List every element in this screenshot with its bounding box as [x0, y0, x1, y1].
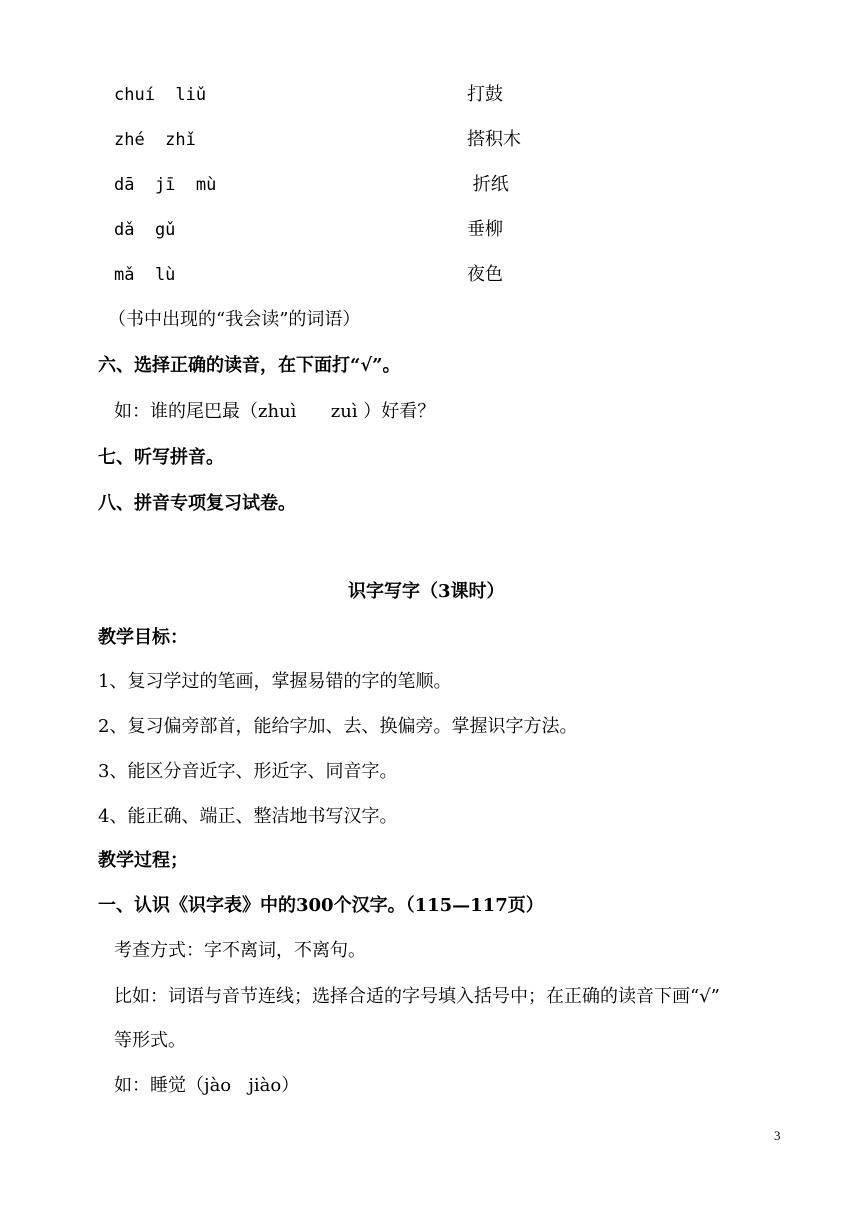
step-line: 如：睡觉（jào jiào） [114, 1075, 300, 1096]
word-item: 垂柳 [467, 219, 503, 240]
lesson-title: 识字写字（3课时） [348, 581, 505, 602]
example-line: 如：谁的尾巴最（zhuì zuì ）好看？ [114, 401, 436, 422]
page-number: 3 [774, 1128, 781, 1143]
matching-note: （书中出现的“我会读”的词语） [108, 309, 361, 330]
pinyin-item: dǎ gǔ [114, 220, 176, 240]
goal-item: 1、复习学过的笔画，掌握易错的字的笔顺。 [98, 671, 452, 692]
section-heading: 六、选择正确的读音，在下面打“√”。 [98, 355, 401, 376]
pinyin-item: zhé zhǐ [114, 130, 196, 150]
pinyin-item: mǎ lù [114, 265, 176, 285]
word-item: 打鼓 [467, 84, 503, 105]
pinyin-item: dā jī mù [114, 175, 217, 195]
goal-item: 2、复习偏旁部首，能给字加、去、换偏旁。掌握识字方法。 [98, 716, 578, 737]
step-heading: 一、认识《识字表》中的300个汉字。（115—117页） [98, 895, 544, 916]
goals-label: 教学目标： [98, 627, 188, 648]
goal-item: 4、能正确、端正、整洁地书写汉字。 [98, 806, 398, 827]
word-item: 夜色 [467, 264, 503, 285]
pinyin-item: chuí liǔ [114, 85, 207, 105]
word-item: 折纸 [467, 174, 509, 195]
section-heading: 七、听写拼音。 [98, 447, 224, 468]
section-heading: 八、拼音专项复习试卷。 [98, 493, 296, 514]
step-line: 考查方式：字不离词，不离句。 [114, 940, 366, 961]
goal-item: 3、能区分音近字、形近字、同音字。 [98, 761, 398, 782]
process-label: 教学过程； [98, 850, 188, 871]
step-line: 比如：词语与音节连线；选择合适的字号填入括号中；在正确的读音下画“√” [114, 986, 720, 1007]
word-item: 搭积木 [467, 129, 521, 150]
step-line: 等形式。 [114, 1030, 186, 1051]
